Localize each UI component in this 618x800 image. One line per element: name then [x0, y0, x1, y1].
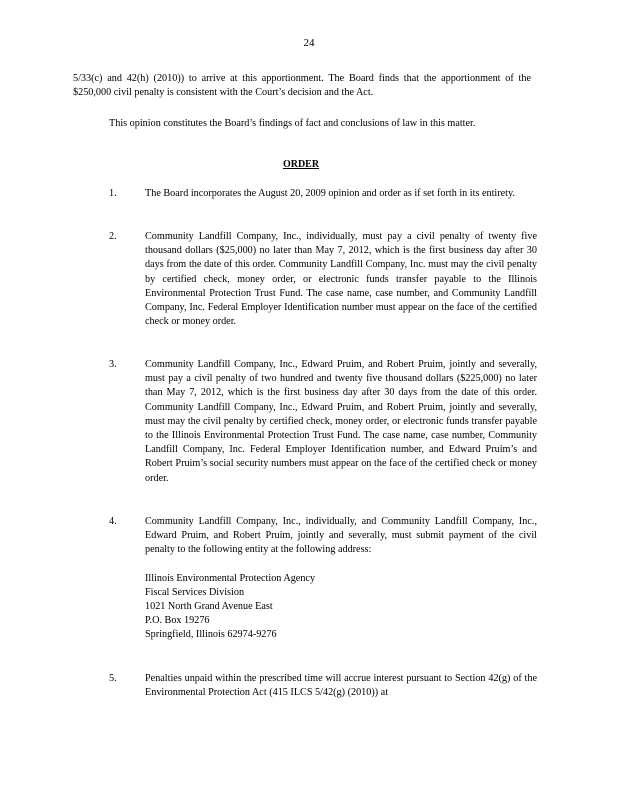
paragraph-findings: This opinion constitutes the Board’s findings of fact and conclusions of law in this matter.	[109, 118, 476, 129]
address-line: Springfield, Illinois 62974-9276	[145, 629, 277, 641]
order-item-number: 2.	[109, 231, 117, 242]
address-line: 1021 North Grand Avenue East	[145, 601, 273, 613]
order-heading	[0, 158, 618, 172]
order-item-number: 4.	[109, 516, 117, 527]
address-line: Illinois Environmental Protection Agency	[145, 572, 316, 584]
order-item-number: 5.	[109, 673, 117, 684]
order-item-3	[109, 358, 537, 486]
order-item-4	[109, 515, 537, 643]
order-item-number: 3.	[109, 359, 117, 370]
address-line: Fiscal Services Division	[145, 586, 245, 598]
order-heading-text: ORDER	[282, 159, 320, 170]
order-item-text: Community Landfill Company, Inc., individually, must pay a civil penalty of twenty five thousand dollars ($25,000) no later than May 7, 2012, which is the first business day after 30 days from the date of this order. Community Landfill Company, Inc. must may the civil penalty by certified check, money order, or electronic funds transfer payable to the Illinois Environmental Protection Trust Fund. The case name, case number, and Community Landfill Company, Inc. Federal Employer Identification number must appear on the face of the certified check or money order.	[145, 231, 537, 328]
page-number: 24	[303, 37, 315, 49]
order-item-text: The Board incorporates the August 20, 2009 opinion and order as if set forth in its entirety.	[145, 188, 515, 199]
order-item-text: Penalties unpaid within the prescribed time will accrue interest pursuant to Section 42(g) of the Environmental Protection Act (415 ILCS 5/42(g) (2010)) at	[145, 673, 537, 699]
address-line: P.O. Box 19276	[145, 615, 210, 627]
paragraph-apportionment: 5/33(c) and 42(h) (2010)) to arrive at this apportionment. The Board finds that the apportionment of the $250,000 civil penalty is consistent with the Court’s decision and the Act.	[73, 73, 531, 99]
order-item-number: 1.	[109, 188, 117, 199]
order-item-text: Community Landfill Company, Inc., Edward Pruim, and Robert Pruim, jointly and severally, must pay a civil penalty of two hundred and twenty five thousand dollars ($225,000) no later than May 7, 2012, which is the first business day after 30 days from the date of this order. Community Landfill Company, Inc., Edward Pruim, and Robert Pruim, jointly and severally, must may the civil penalty by certified check, money order, or electronic funds transfer payable to the Illinois Environmental Protection Trust Fund. The case name, case number, Community Landfill Company, Inc. Federal Employer Identification number, and Edward Pruim’s and Robert Pruim’s social security numbers must appear on the face of the certified check or money order.	[145, 359, 537, 484]
order-item-2	[109, 230, 537, 329]
order-item-text: Community Landfill Company, Inc., individually, and Community Landfill Company, Inc., Edward Pruim, and Robert Pruim, jointly and severally, must submit payment of the civil penalty to the following entity at the following address:	[145, 516, 537, 556]
order-item-5	[109, 672, 537, 700]
payment-address	[145, 572, 537, 643]
order-item-1	[109, 187, 537, 201]
